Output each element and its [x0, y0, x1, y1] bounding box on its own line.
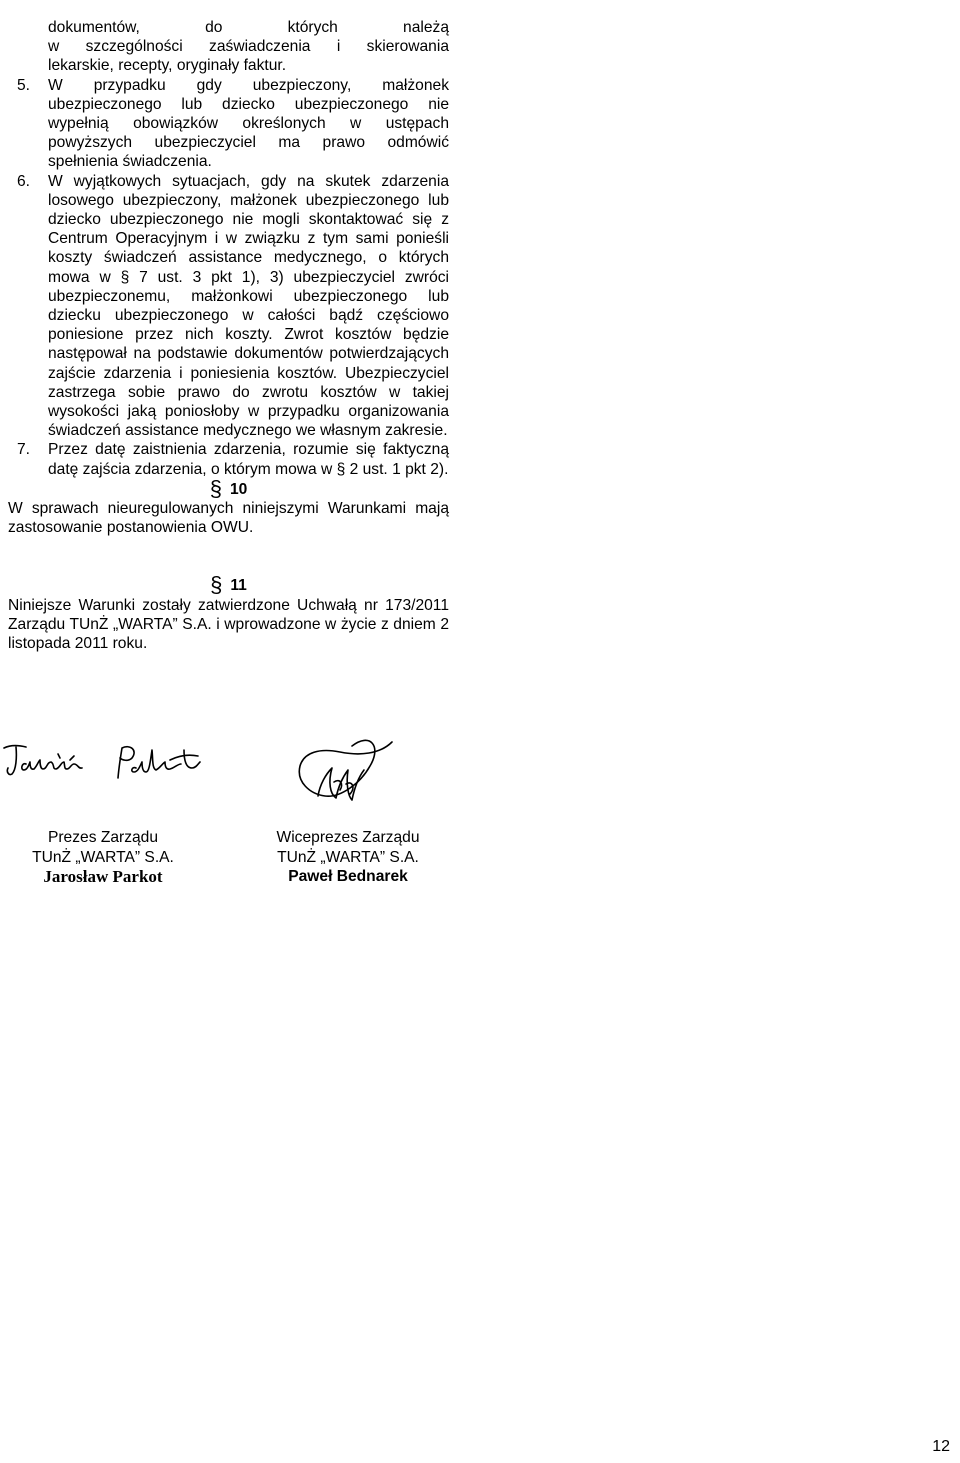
section-number: 10	[229, 480, 248, 498]
list-item-text: W wyjątkowych sytuacjach, gdy na skutek zdarzenia losowego ubezpieczony, małżonek ubezpieczonego lub dziecko ubezpieczonego nie mogli skontaktować się z Centrum Operacyjnym i w związku z tym sami ponieśli koszty świadczeń assistance medycznego, o których mowa w § 7 ust. 3 pkt 1), 3) ubezpieczyciel zwróci ubezpieczonemu, małżonkowi ubezpieczonego lub dziecku ubezpieczonego w całości bądź częściowo poniesione przez nich koszty. Zwrot kosztów będzie następował na podstawie dokumentów potwierdzających zajście zdarzenia i poniesienia kosztów. Ubezpieczyciel zastrzega sobie prawo do zwrotu kosztów w takiej wysokości jaką poniosłoby w przypadku organizowania świadczeń assistance medycznego we własnym zakresie.	[48, 172, 449, 440]
list-item-5	[8, 76, 449, 172]
list-item-text: Przez datę zaistnienia zdarzenia, rozumie się faktyczną datę zajścia zdarzenia, o którym mowa w § 2 ust. 1 pkt 2).	[48, 441, 449, 478]
section-symbol: §	[209, 475, 222, 501]
signature-block-president	[8, 828, 198, 887]
list-item-6	[8, 172, 449, 441]
section-11-text: Niniejsze Warunki zostały zatwierdzone Uchwałą nr 173/2011 Zarządu TUnŻ „WARTA” S.A. i wprowadzone w życie z dniem 2 listopada 2011 roku.	[8, 596, 449, 653]
section-heading-10	[8, 475, 449, 501]
signature-role: Prezes Zarządu	[47, 829, 159, 846]
continuation-line-1: dokumentów, do których należą	[48, 19, 449, 36]
continuation-line-2: w szczególności zaświadczenia i skierowania	[48, 38, 449, 56]
list-item-7	[8, 440, 449, 478]
signature-name: Paweł Bednarek	[288, 868, 408, 885]
signatures-image	[0, 738, 460, 808]
list-item-text: W przypadku gdy ubezpieczony, małżonek ubezpieczonego lub dziecko ubezpieczonego nie wypełnią obowiązków określonych w ustępach powyższych ubezpieczyciel ma prawo odmówić spełnienia świadczenia.	[48, 76, 449, 171]
section-heading-11	[8, 572, 449, 598]
continuation-line-3: lekarskie, recepty, oryginały faktur.	[48, 57, 287, 75]
signature-name: Jarosław Parkot	[43, 867, 163, 886]
list-item-number: 5.	[17, 76, 31, 94]
document-column	[8, 18, 449, 653]
signature-company: TUnŻ „WARTA” S.A.	[277, 848, 419, 866]
list-item-number: 6.	[17, 172, 31, 190]
continuation-text	[8, 18, 449, 76]
signature-pawel-bednarek	[299, 740, 392, 800]
section-10-text: W sprawach nieuregulowanych niniejszymi Warunkami mają zastosowanie postanowienia OWU.	[8, 500, 449, 537]
signature-role: Wiceprezes Zarządu	[276, 829, 420, 846]
signature-block-vice-president	[256, 828, 440, 887]
page-number: 12	[932, 1438, 950, 1455]
signature-jaroslaw-parkot	[4, 746, 200, 778]
section-number: 11	[230, 577, 247, 595]
section-symbol: §	[210, 572, 223, 598]
list-item-number: 7.	[17, 441, 31, 459]
signature-company: TUnŻ „WARTA” S.A.	[32, 848, 174, 866]
